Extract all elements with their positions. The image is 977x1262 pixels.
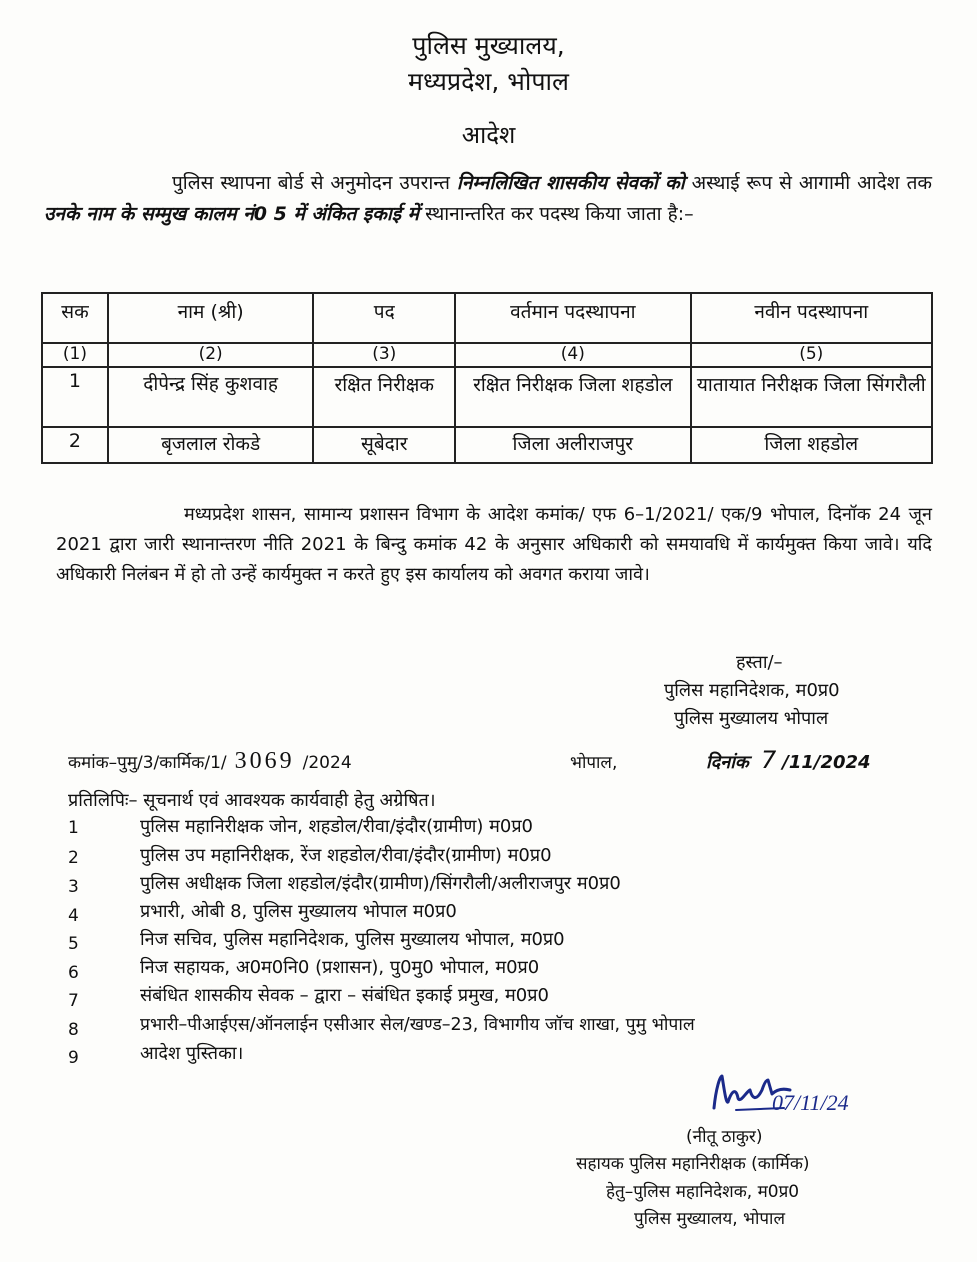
body-paragraph: मध्यप्रदेश शासन, सामान्य प्रशासन विभाग के आदेश कमांक/ एफ 6–1/2021/ एक/9 भोपाल, दिनॉक 24 जून 2021 द्वारा जारी स्थानान्तरण नीति 2021 के बिन्दु कमांक 42 के अनुसार अधिकारी को समयावधि में कार्यमुक्त किया जावे। यदि अधिकारी निलंबन में हो तो उन्हें कार्यमुक्त न करते हुए इस कार्यालय को अवगत कराया जावे। [56, 504, 932, 585]
office-location: मध्यप्रदेश, भोपाल [408, 67, 569, 96]
place: भोपाल, [570, 753, 618, 773]
cell-new-posting: जिला शहडोल [691, 427, 932, 463]
list-item: आदेश पुस्तिका। [140, 1043, 244, 1064]
transfer-table [41, 292, 933, 464]
list-item: प्रभारी–पीआईएस/ऑनलाईन एसीआर सेल/खण्ड–23, विभागीय जॉच शाखा, पुमु भोपाल [140, 1015, 695, 1035]
signatory-office: पुलिस मुख्यालय भोपाल [674, 708, 829, 729]
signatory-office-2: पुलिस मुख्यालय, भोपाल [634, 1209, 785, 1229]
list-number: 2 [68, 848, 79, 868]
list-number: 6 [68, 963, 79, 983]
document-title: आदेश [461, 121, 516, 149]
table-header-row [42, 293, 932, 343]
column-number: (5) [691, 343, 932, 367]
date-day: 7 [760, 746, 777, 774]
list-item: पुलिस उप महानिरीक्षक, रेंज शहडोल/रीवा/इंदौर(ग्रामीण) म0प्र0 [140, 845, 552, 866]
column-number: (3) [313, 343, 455, 367]
column-number: (1) [42, 343, 108, 367]
signature [706, 1068, 876, 1128]
column-number: (2) [108, 343, 313, 367]
cell-post: रक्षित निरीक्षक [313, 367, 455, 427]
intro-text-5: स्थानान्तरित कर पदस्थ किया जाता है:– [419, 203, 694, 225]
list-item: पुलिस अधीक्षक जिला शहडोल/इंदौर(ग्रामीण)/सिंगरौली/अलीराजपुर म0प्र0 [140, 873, 621, 894]
signatory-behalf: हेतु–पुलिस महानिदेशक, म0प्र0 [606, 1182, 800, 1202]
table-row [42, 427, 932, 463]
list-number: 8 [68, 1020, 79, 1040]
table-row [42, 367, 932, 427]
ref-year: /2024 [302, 753, 352, 773]
signature-date: 07/11/24 [772, 1090, 849, 1115]
intro-text-2: निम्नलिखित शासकीय सेवकों को [456, 172, 685, 194]
column-header: सक [42, 293, 108, 343]
cell-current-posting: रक्षित निरीक्षक जिला शहडोल [455, 367, 690, 427]
date-rest: /11/2024 [782, 752, 871, 773]
list-number: 7 [68, 991, 79, 1011]
ref-handwritten-number: 3069 [234, 748, 295, 774]
signed-label: हस्ता/– [736, 652, 783, 673]
column-header: वर्तमान पदस्थापना [455, 293, 690, 343]
list-number: 3 [68, 877, 79, 897]
list-item: पुलिस महानिरीक्षक जोन, शहडोल/रीवा/इंदौर(ग्रामीण) म0प्र0 [140, 816, 534, 837]
copy-heading: प्रतिलिपिः– सूचनार्थ एवं आवश्यक कार्यवाही हेतु अग्रेषित। [68, 790, 436, 811]
cell-current-posting: जिला अलीराजपुर [455, 427, 690, 463]
list-number: 1 [68, 818, 79, 838]
list-item: प्रभारी, ओबी 8, पुलिस मुख्यालय भोपाल म0प्र0 [140, 901, 457, 922]
column-number-row [42, 343, 932, 367]
list-item: निज सचिव, पुलिस महानिदेशक, पुलिस मुख्यालय भोपाल, म0प्र0 [140, 929, 565, 950]
signatory-designation: पुलिस महानिदेशक, म0प्र0 [664, 680, 840, 701]
reference-number [68, 748, 352, 775]
column-header: नवीन पदस्थापना [691, 293, 932, 343]
intro-text-1: पुलिस स्थापना बोर्ड से अनुमोदन उपरान्त [172, 172, 457, 194]
column-header: पद [313, 293, 455, 343]
list-item: निज सहायक, अ0म0नि0 (प्रशासन), पु0मु0 भोपाल, म0प्र0 [140, 957, 540, 978]
date-label: दिनांक [706, 752, 749, 773]
ref-prefix: कमांक–पुमु/3/कार्मिक/1/ [68, 753, 227, 773]
signatory-designation-2: सहायक पुलिस महानिरीक्षक (कार्मिक) [576, 1154, 810, 1174]
cell-new-posting: यातायात निरीक्षक जिला सिंगरौली [691, 367, 932, 427]
column-header: नाम (श्री) [108, 293, 313, 343]
intro-text-4: उनके नाम के सम्मुख कालम नं0 5 में अंकित इकाई में [44, 203, 420, 225]
cell-post: सूबेदार [313, 427, 455, 463]
office-name: पुलिस मुख्यालय, [412, 31, 565, 60]
signatory-name: (नीतू ठाकुर) [686, 1127, 763, 1147]
cell-sno: 2 [42, 427, 108, 463]
list-number: 5 [68, 934, 79, 954]
date [706, 746, 871, 774]
list-item: संबंधित शासकीय सेवक – द्वारा – संबंधित इकाई प्रमुख, म0प्र0 [140, 985, 549, 1006]
cell-sno: 1 [42, 367, 108, 427]
cell-name: दीपेन्द्र सिंह कुशवाह [108, 367, 313, 427]
column-number: (4) [455, 343, 690, 367]
list-number: 9 [68, 1048, 79, 1068]
intro-paragraph [44, 168, 932, 230]
intro-text-3: अस्थाई रूप से आगामी आदेश तक [684, 172, 932, 194]
cell-name: बृजलाल रोकडे [108, 427, 313, 463]
list-number: 4 [68, 906, 79, 926]
